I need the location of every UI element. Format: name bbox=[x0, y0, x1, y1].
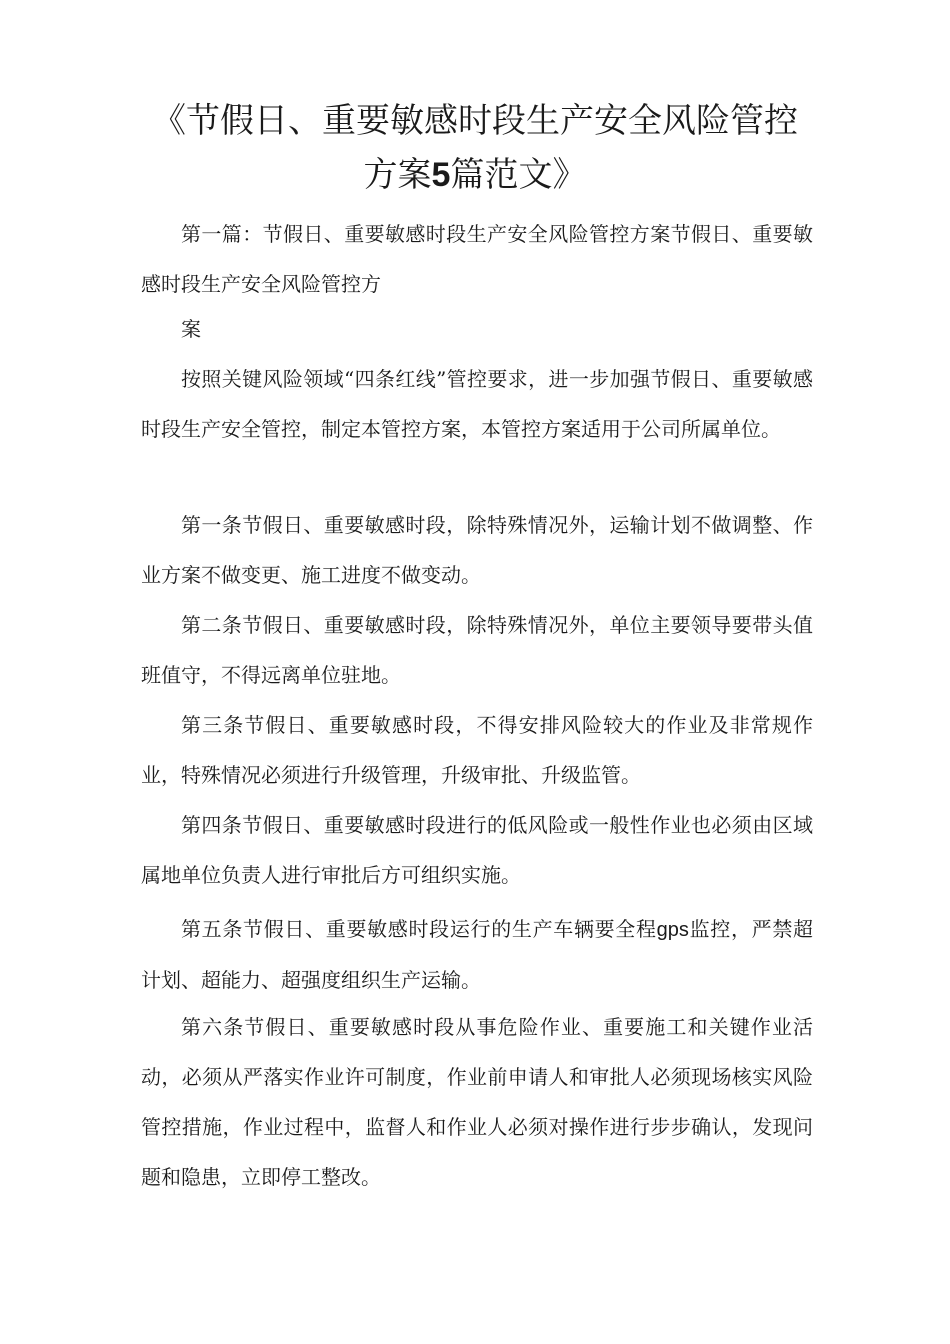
paragraph-article-1: 第一条节假日、重要敏感时段，除特殊情况外，运输计划不做调整、作业方案不做变更、施工进度不做变动。 bbox=[141, 513, 813, 587]
paragraph-article-3: 第三条节假日、重要敏感时段，不得安排风险较大的作业及非常规作业，特殊情况必须进行升级管理，升级审批、升级监管。 bbox=[141, 713, 813, 787]
document-title-line1: 《节假日、重要敏感时段生产安全风险管控 bbox=[152, 101, 798, 141]
article-5-text-a: 第五条节假日、重要敏感时段运行的生产车辆要全程 bbox=[181, 917, 657, 941]
paragraph-article-6: 第六条节假日、重要敏感时段从事危险作业、重要施工和关键作业活动，必须从严落实作业许可制度，作业前申请人和审批人必须现场核实风险管控措施，作业过程中，监督人和作业人必须对操作进行步步确认，发现问题和隐患，立即停工整改。 bbox=[141, 1015, 813, 1189]
title-text-b: 篇范文》 bbox=[450, 155, 587, 195]
title-text-a: 方案 bbox=[363, 155, 432, 195]
paragraph-preamble: 按照关键风险领域“四条红线”管控要求，进一步加强节假日、重要敏感时段生产安全管控，制定本管控方案，本管控方案适用于公司所属单位。 bbox=[141, 367, 813, 441]
paragraph-article-5 bbox=[141, 904, 813, 1005]
article-5-gps: gps bbox=[656, 919, 689, 941]
paragraph-article-4: 第四条节假日、重要敏感时段进行的低风险或一般性作业也必须由区域属地单位负责人进行审批后方可组织实施。 bbox=[141, 813, 813, 887]
paragraph-intro-cont: 案 bbox=[181, 317, 201, 341]
paragraph-article-2: 第二条节假日、重要敏感时段，除特殊情况外，单位主要领导要带头值班值守，不得远离单位驻地。 bbox=[141, 613, 813, 687]
title-number: 5 bbox=[431, 156, 451, 194]
paragraph-intro: 第一篇：节假日、重要敏感时段生产安全风险管控方案节假日、重要敏感时段生产安全风险管控方 bbox=[141, 222, 813, 296]
document-title-line2 bbox=[120, 148, 830, 202]
article-5-text-b: 监控，严禁超计划、超能力、超强度组织生产运输。 bbox=[141, 917, 814, 992]
